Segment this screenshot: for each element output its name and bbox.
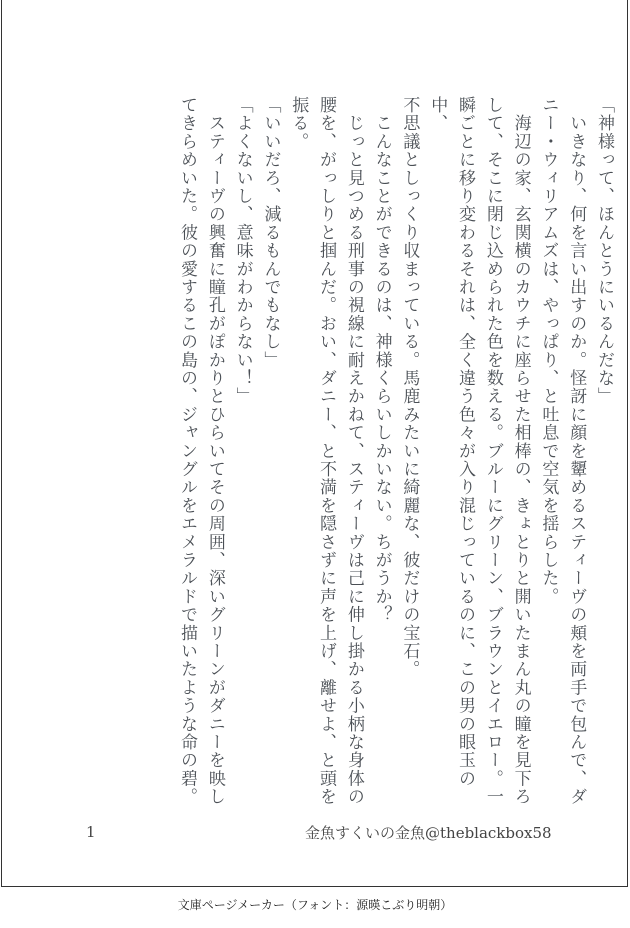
page-number: 1: [86, 823, 96, 841]
text-line: 海辺の家、玄関横のカウチに座らせた相棒の、きょとりと開いたまん丸の瞳を見下ろ: [510, 96, 531, 806]
author-credit: 金魚すくいの金魚@theblackbox58: [305, 824, 552, 842]
text-line: して、そこに閉じ込められた色を数える。ブルーにグリーン、ブラウンとイエロー。一: [482, 96, 503, 806]
text-line: ニー・ウィリアムズは、やっぱり、と吐息で空気を揺らした。: [538, 96, 559, 606]
text-line: じっと見つめる刑事の視線に耐えかねて、スティーヴは己に伸し掛かる小柄な身体の: [343, 96, 364, 806]
vertical-text-body: [172, 96, 617, 816]
text-line: 腰を、がっしりと掴んだ。おい、ダニー、と不満を隠さずに声を上げ、離せよ、と頭を: [316, 96, 337, 806]
text-line: 「いいだろ、減るもんでもなし」: [260, 96, 281, 369]
text-line: てきらめいた。彼の愛するこの島の、ジャングルをエメラルドで描いたような命の碧。: [177, 96, 198, 806]
text-line: こんなことができるのは、神様くらいしかいない。ちがうか？: [371, 96, 392, 624]
book-page: [1, 0, 628, 887]
text-line: いきなり、何を言い出すのか。怪訝に顔を顰めるスティーヴの頬を両手で包んで、ダ: [566, 96, 587, 806]
generator-caption: 文庫ページメーカー（フォント：源暎こぶり明朝）: [177, 898, 453, 912]
text-line: 不思議としっくり収まっている。馬鹿みたいに綺麗な、彼だけの宝石。: [399, 96, 420, 679]
text-line: 「よくないし、意味がわからない！」: [232, 96, 253, 406]
text-line: スティーヴの興奮に瞳孔がぽかりとひらいてその周囲、深いグリーンがダニーを映し: [204, 96, 225, 806]
text-line: 振る。: [288, 96, 309, 151]
text-line: 「神様って、ほんとうにいるんだな」: [594, 96, 614, 406]
text-line: 瞬ごとに移り変わるそれは、全く違う色々が入り混じっているのに、この男の眼玉の中、: [427, 96, 476, 788]
